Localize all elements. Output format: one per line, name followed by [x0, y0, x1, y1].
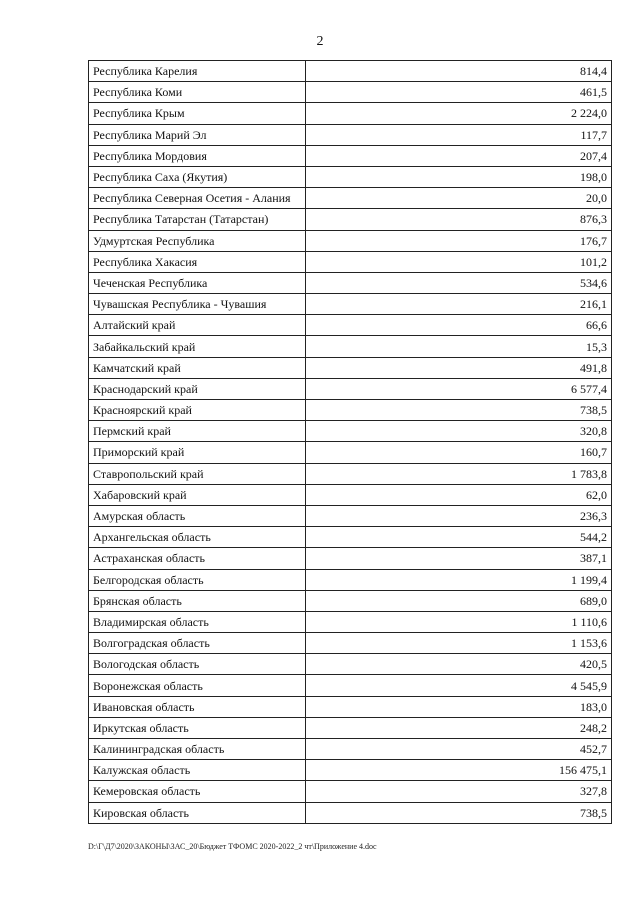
amount-cell: 738,5: [306, 400, 612, 421]
table-row: [89, 739, 612, 760]
amount-cell: 2 224,0: [306, 103, 612, 124]
table-row: [89, 611, 612, 632]
amount-cell: 216,1: [306, 294, 612, 315]
table-row: [89, 82, 612, 103]
table-row: [89, 802, 612, 823]
amount-cell: 544,2: [306, 527, 612, 548]
amount-cell: 4 545,9: [306, 675, 612, 696]
table-row: [89, 654, 612, 675]
region-name-cell: Кировская область: [89, 802, 306, 823]
table-row: [89, 717, 612, 738]
amount-cell: 15,3: [306, 336, 612, 357]
region-name-cell: Республика Коми: [89, 82, 306, 103]
amount-cell: 1 199,4: [306, 569, 612, 590]
amount-cell: 491,8: [306, 357, 612, 378]
amount-cell: 117,7: [306, 124, 612, 145]
amount-cell: 248,2: [306, 717, 612, 738]
amount-cell: 101,2: [306, 251, 612, 272]
table-row: [89, 569, 612, 590]
amount-cell: 387,1: [306, 548, 612, 569]
table-row: [89, 633, 612, 654]
amount-cell: 198,0: [306, 166, 612, 187]
amount-cell: 176,7: [306, 230, 612, 251]
table-row: [89, 251, 612, 272]
region-name-cell: Амурская область: [89, 505, 306, 526]
amount-cell: 461,5: [306, 82, 612, 103]
amount-cell: 6 577,4: [306, 378, 612, 399]
amount-cell: 236,3: [306, 505, 612, 526]
region-name-cell: Республика Саха (Якутия): [89, 166, 306, 187]
region-name-cell: Кемеровская область: [89, 781, 306, 802]
amount-cell: 160,7: [306, 442, 612, 463]
table-row: [89, 166, 612, 187]
region-name-cell: Воронежская область: [89, 675, 306, 696]
page-number: 2: [316, 34, 324, 49]
table-row: [89, 484, 612, 505]
table-row: [89, 590, 612, 611]
region-name-cell: Ивановская область: [89, 696, 306, 717]
table-row: [89, 357, 612, 378]
region-name-cell: Республика Мордовия: [89, 145, 306, 166]
region-name-cell: Республика Хакасия: [89, 251, 306, 272]
table-row: [89, 294, 612, 315]
region-name-cell: Пермский край: [89, 421, 306, 442]
table-row: [89, 696, 612, 717]
amount-cell: 320,8: [306, 421, 612, 442]
region-name-cell: Хабаровский край: [89, 484, 306, 505]
table-row: [89, 103, 612, 124]
amount-cell: 183,0: [306, 696, 612, 717]
table-row: [89, 124, 612, 145]
amount-cell: 452,7: [306, 739, 612, 760]
region-name-cell: Республика Северная Осетия - Алания: [89, 188, 306, 209]
amount-cell: 689,0: [306, 590, 612, 611]
table-row: [89, 463, 612, 484]
region-name-cell: Иркутская область: [89, 717, 306, 738]
region-name-cell: Республика Карелия: [89, 61, 306, 82]
region-name-cell: Красноярский край: [89, 400, 306, 421]
table-row: [89, 675, 612, 696]
region-name-cell: Республика Крым: [89, 103, 306, 124]
region-name-cell: Белгородская область: [89, 569, 306, 590]
region-name-cell: Республика Татарстан (Татарстан): [89, 209, 306, 230]
table-row: [89, 760, 612, 781]
region-name-cell: Владимирская область: [89, 611, 306, 632]
region-name-cell: Республика Марий Эл: [89, 124, 306, 145]
table-row: [89, 145, 612, 166]
footer-file-path: D:\Г\Д7\2020\ЗАКОНЫ\ЗАС_20\Бюджет ТФОМС 2020-2022_2 чт\Приложение 4.doc: [88, 842, 377, 851]
amount-cell: 207,4: [306, 145, 612, 166]
amount-cell: 1 153,6: [306, 633, 612, 654]
table-row: [89, 400, 612, 421]
region-name-cell: Волгоградская область: [89, 633, 306, 654]
table-row: [89, 272, 612, 293]
region-name-cell: Чеченская Республика: [89, 272, 306, 293]
amount-cell: 534,6: [306, 272, 612, 293]
amount-cell: 738,5: [306, 802, 612, 823]
region-name-cell: Вологодская область: [89, 654, 306, 675]
amount-cell: 814,4: [306, 61, 612, 82]
table-row: [89, 230, 612, 251]
region-name-cell: Удмуртская Республика: [89, 230, 306, 251]
region-name-cell: Приморский край: [89, 442, 306, 463]
amount-cell: 420,5: [306, 654, 612, 675]
table-row: [89, 378, 612, 399]
table-row: [89, 421, 612, 442]
table-row: [89, 61, 612, 82]
region-name-cell: Ставропольский край: [89, 463, 306, 484]
table-row: [89, 336, 612, 357]
amount-cell: 66,6: [306, 315, 612, 336]
table-row: [89, 315, 612, 336]
amount-cell: 1 783,8: [306, 463, 612, 484]
regions-table: [88, 60, 612, 824]
table-row: [89, 209, 612, 230]
region-name-cell: Брянская область: [89, 590, 306, 611]
amount-cell: 62,0: [306, 484, 612, 505]
table-row: [89, 527, 612, 548]
region-name-cell: Камчатский край: [89, 357, 306, 378]
region-name-cell: Забайкальский край: [89, 336, 306, 357]
table-row: [89, 505, 612, 526]
table-row: [89, 548, 612, 569]
region-name-cell: Алтайский край: [89, 315, 306, 336]
region-name-cell: Астраханская область: [89, 548, 306, 569]
amount-cell: 1 110,6: [306, 611, 612, 632]
amount-cell: 327,8: [306, 781, 612, 802]
region-name-cell: Краснодарский край: [89, 378, 306, 399]
region-name-cell: Архангельская область: [89, 527, 306, 548]
region-name-cell: Калининградская область: [89, 739, 306, 760]
table-row: [89, 442, 612, 463]
table-row: [89, 188, 612, 209]
amount-cell: 20,0: [306, 188, 612, 209]
amount-cell: 156 475,1: [306, 760, 612, 781]
region-name-cell: Чувашская Республика - Чувашия: [89, 294, 306, 315]
regions-table-body: [89, 61, 612, 824]
amount-cell: 876,3: [306, 209, 612, 230]
region-name-cell: Калужская область: [89, 760, 306, 781]
table-row: [89, 781, 612, 802]
